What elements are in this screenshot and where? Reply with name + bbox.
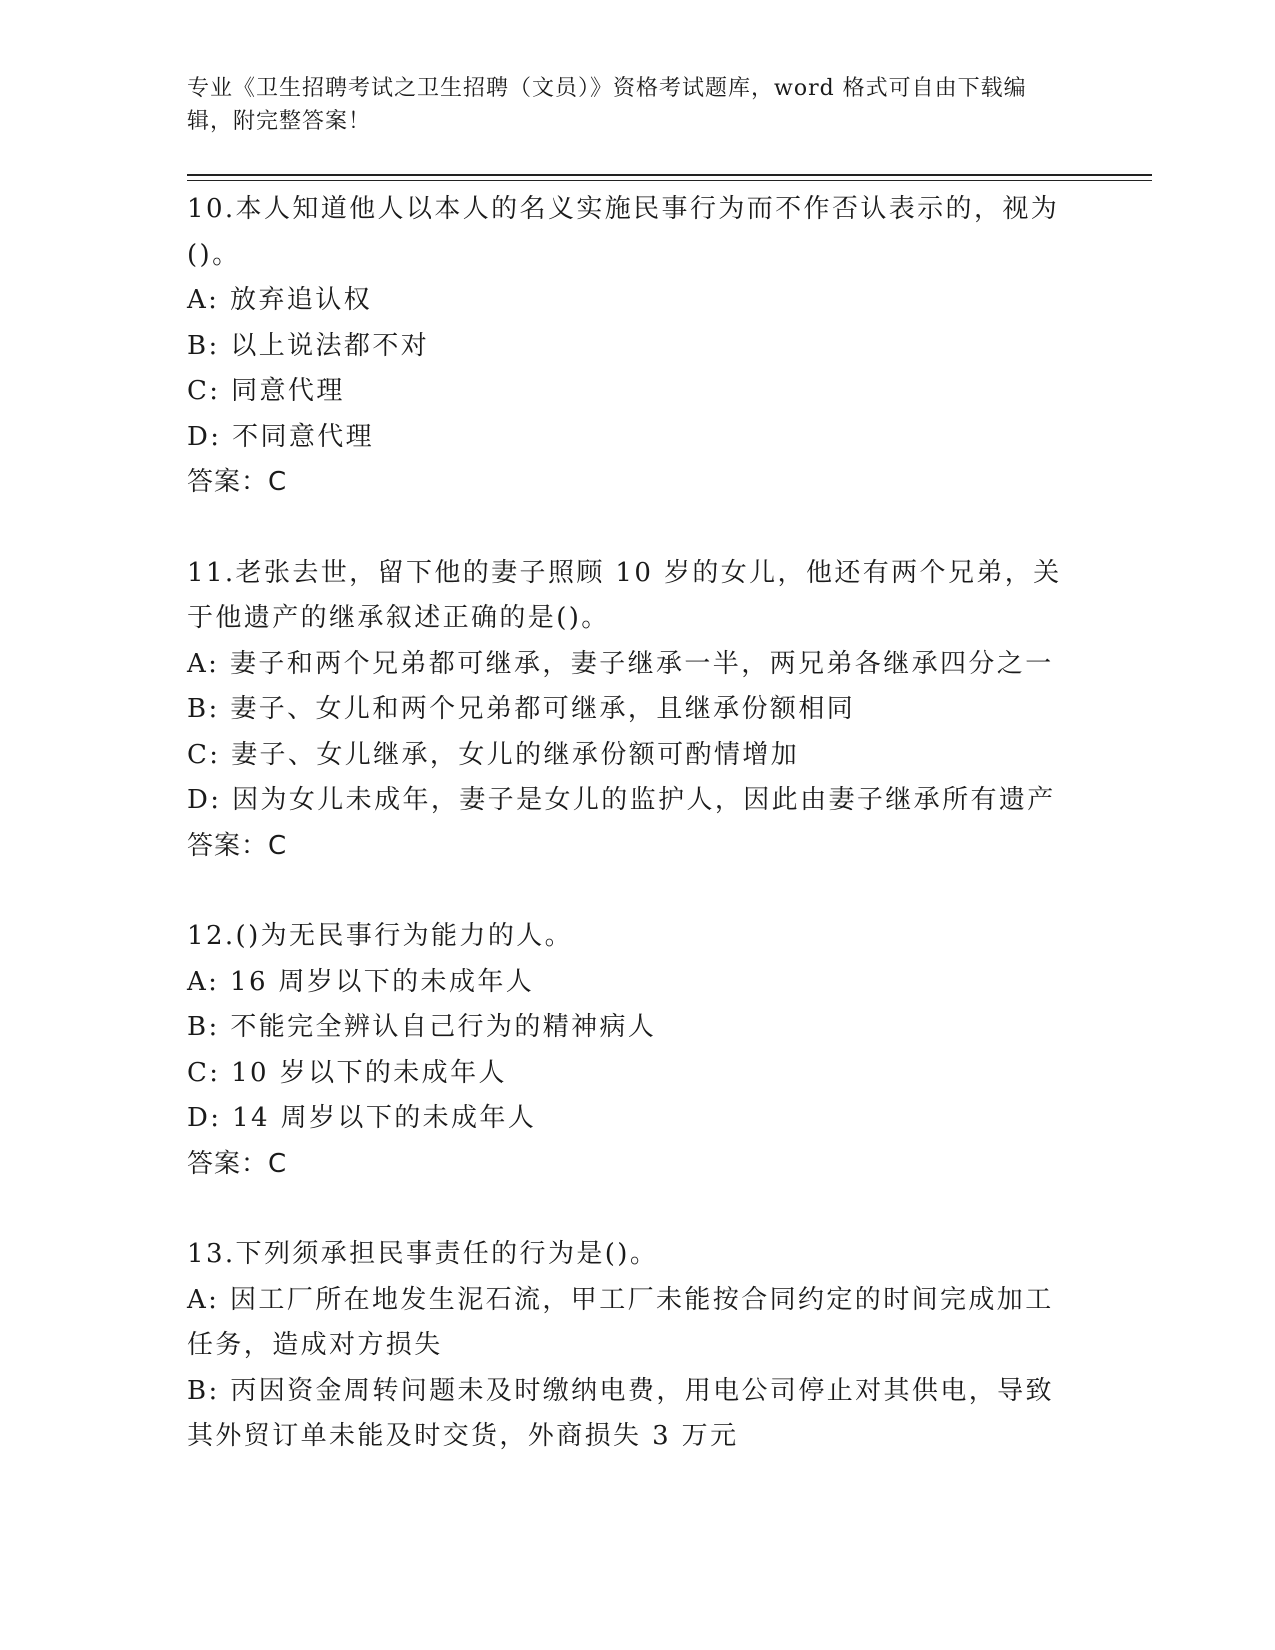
question-stem: 于他遗产的继承叙述正确的是()。 — [187, 603, 610, 633]
option-b: B: 以上说法都不对 — [187, 330, 430, 361]
option-c: C: 10 岁以下的未成年人 — [187, 1057, 507, 1088]
question-10 — [187, 187, 1072, 506]
option-a: A: 因工厂所在地发生泥石流，甲工厂未能按合同约定的时间完成加工 — [187, 1284, 1054, 1315]
question-12 — [187, 914, 1072, 1187]
question-stem: 13.下列须承担民事责任的行为是()。 — [187, 1239, 659, 1269]
question-stem: 11.老张去世，留下他的妻子照顾 10 岁的女儿，他还有两个兄弟，关 — [187, 557, 1062, 588]
option-d: D: 不同意代理 — [187, 421, 375, 452]
question-11 — [187, 551, 1072, 870]
option-a: A: 放弃追认权 — [187, 285, 373, 315]
header-rule-thin — [187, 180, 1152, 181]
answer-line: 答案：C — [187, 830, 288, 861]
option-a-continued: 任务，造成对方损失 — [187, 1330, 443, 1360]
question-stem: 12.()为无民事行为能力的人。 — [187, 921, 574, 951]
option-d: D: 因为女儿未成年，妻子是女儿的监护人，因此由妻子继承所有遗产 — [187, 785, 1056, 815]
option-b: B: 丙因资金周转问题未及时缴纳电费，用电公司停止对其供电，导致 — [187, 1375, 1054, 1406]
answer-line: 答案：C — [187, 1148, 288, 1179]
header-rule-thick — [187, 174, 1152, 176]
option-b: B: 不能完全辨认自己行为的精神病人 — [187, 1012, 657, 1042]
option-c: C: 妻子、女儿继承，女儿的继承份额可酌情增加 — [187, 739, 800, 770]
option-c: C: 同意代理 — [187, 376, 345, 406]
option-a: A: 16 周岁以下的未成年人 — [187, 966, 535, 997]
option-a: A: 妻子和两个兄弟都可继承，妻子继承一半，两兄弟各继承四分之一 — [187, 648, 1054, 679]
question-13 — [187, 1232, 1072, 1460]
option-b-continued: 其外贸订单未能及时交货，外商损失 3 万元 — [187, 1421, 739, 1451]
question-stem: ()。 — [187, 239, 241, 270]
document-header: 专业《卫生招聘考试之卫生招聘（文员）》资格考试题库，word 格式可自由下载编辑，附完整答案！ — [187, 76, 1027, 134]
option-d: D: 14 周岁以下的未成年人 — [187, 1103, 537, 1133]
question-stem: 10.本人知道他人以本人的名义实施民事行为而不作否认表示的，视为 — [187, 194, 1060, 224]
option-b: B: 妻子、女儿和两个兄弟都可继承，且继承份额相同 — [187, 694, 856, 724]
question-list — [187, 187, 1072, 1505]
answer-line: 答案：C — [187, 467, 288, 497]
